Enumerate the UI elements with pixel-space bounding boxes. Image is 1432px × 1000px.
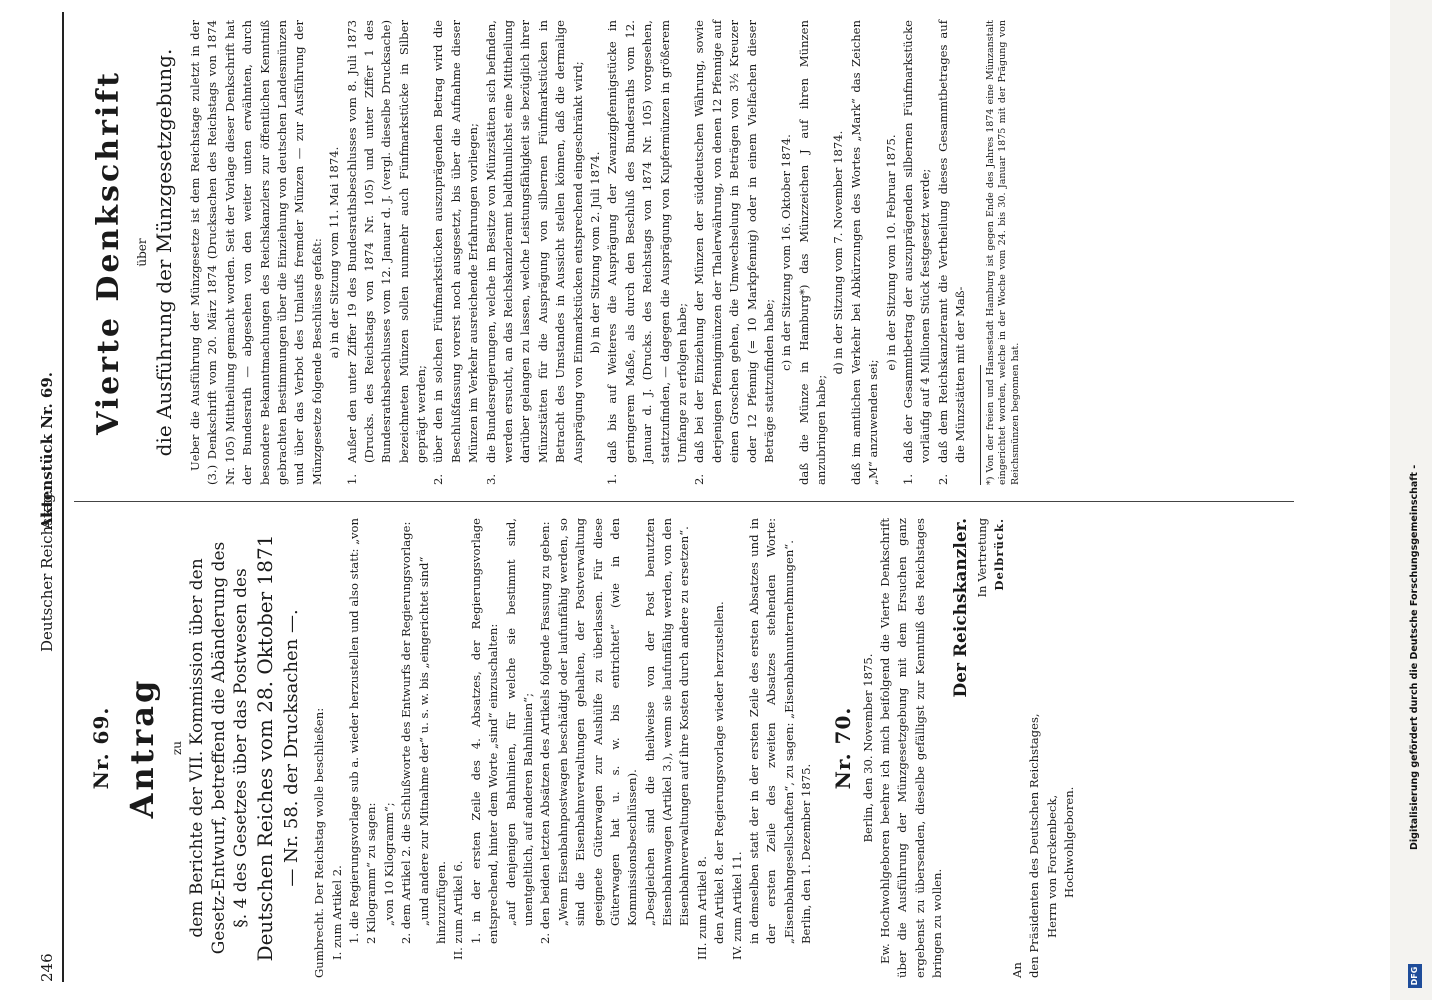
page-number: 246 <box>38 953 56 982</box>
dfg-logo: DFG <box>1408 964 1422 988</box>
letter-date: Berlin, den 30. November 1875. <box>860 653 875 843</box>
section-b-2: 2. daß bei der Einziehung der Münzen der süddeutschen Währung, sowie derjenigen Pfennigmünzen der Thalerwährung, von denen 12 Pfennige auf einen Groschen gehen, die Umwechselung in Beträgen von 3½ Kreuzer oder 12 Pfennig (= 10 Markpfennig) oder in einem Vielfachen dieser Beträge stattzufinden habe; <box>692 20 776 485</box>
signer-org: Der Reichskanzler. <box>950 518 971 698</box>
item-ii-2-quote-2: „Desgleichen sind die theilweise von der Post benutzten Eisenbahnwagen (Artikel 3.), wenn sie laufunfähig werden, von den Eisenbahnverwaltungen auf ihre Kosten durch andere zu ersetzen“. <box>642 518 692 926</box>
footnote-rule <box>980 365 981 485</box>
running-header <box>28 12 64 982</box>
denkschrift-subtitle: die Ausführung der Münzgesetzgebung. <box>152 48 176 457</box>
signer-name: Delbrück. <box>992 518 1007 591</box>
item-ii-2-quote-1: „Wenn Eisenbahnpostwagen beschädigt oder laufunfähig werden, so sind die Eisenbahnverwaltungen gehalten, der Postverwaltung geeignete Güterwagen zur Aushülfe zu überlassen. Für diese Güterwagen hat u. s. w. bis entrichtet“ (wie in den Kommissionsbeschlüssen). <box>555 518 640 926</box>
section-a-1: 1. Außer den unter Ziffer 19 des Bundesrathsbeschlusses vom 8. Juli 1873 (Drucks. des Reichstags von 1874 Nr. 105) und unter Ziffer 1 des Bundesrathsbeschlusses vom 12. Januar d. J. (vergl. dieselbe Drucksache) bezeichneten Münzen sollen nunmehr auch Fünfmarkstücke in Silber geprägt werden; <box>344 20 429 485</box>
right-column <box>84 20 1023 485</box>
denkschrift-ueber: über <box>135 238 149 267</box>
item-i-2: 2. dem Artikel 2. die Schlußworte des Entwurfs der Regierungsvorlage: <box>399 521 414 944</box>
item-i-2-quote: „und andere zur Mitnahme der“ u. s. w. bis „eingerichtet sind“ <box>416 556 431 926</box>
footnote: *) Von der freien und Hansestadt Hamburg ist gegen Ende des Jahres 1874 eine Münzanstalt eingerichtet worden, welche in der Woche vom 24. bis 30. Januar 1875 mit der Prägung von Reichsmünzen begonnen hat. <box>984 20 1022 485</box>
item-i: I. zum Artikel 2. <box>329 865 344 960</box>
item-ii-1-quote: „auf denjenigen Bahnlinien, für welche sie bestimmt sind, unentgeltlich, auf anderen Bahnlinien“; <box>503 518 535 926</box>
item-iii-text: den Artikel 8. der Regierungsvorlage wieder herzustellen. <box>712 601 727 944</box>
item-ii-1: 1. in der ersten Zeile des 4. Absatzes, der Regierungsvorlage entsprechend, hinter dem Worte „sind“ einzuschalten: <box>468 518 501 944</box>
antrag-subtitle-1: dem Berichte der VII. Kommission über den <box>187 558 207 938</box>
antrag-subtitle-5: — Nr. 58. der Drucksachen —. <box>281 609 303 887</box>
antrag-date: Berlin, den 1. Dezember 1875. <box>799 763 814 944</box>
section-b: b) in der Sitzung vom 2. Juli 1874. <box>587 151 602 354</box>
left-column <box>84 518 1078 978</box>
address-line-2: Herrn von Forckenbeck, <box>1044 794 1059 938</box>
zu-label: zu <box>170 740 184 756</box>
section-c: c) in der Sitzung vom 16. Oktober 1874. <box>779 134 794 371</box>
item-i-1: 1. die Regierungsvorlage sub a. wieder herzustellen und also statt: „von 2 Kilogramm“ zu sagen: <box>347 518 379 944</box>
address-line-3: Hochwohlgeboren. <box>1062 786 1077 898</box>
section-a-3: 3. die Bundesregierungen, welche im Besitze von Münzstätten sich befinden, werden ersucht, an das Reichskanzleramt baldthunlichst eine Mittheilung darüber gelangen zu lassen, welche Leistungsfähigkeit sie bezüglich ihrer Münzstätten für die Ausprägung von silbernen Fünfmarkstücken in Betracht des Umstandes in Aussicht stellen können, daß die dermalige Ausprägung von Einmarkstücken entsprechend eingeschränkt wird; <box>483 20 585 485</box>
section-c-text: daß die Münze in Hamburg*) das Münzzeichen J auf ihren Münzen anzubringen habe; <box>796 20 829 485</box>
address-an: An <box>1009 962 1024 978</box>
header-right-title: Aktenstück Nr. 69. <box>38 372 56 530</box>
denkschrift-title: Vierte Denkschrift <box>91 69 126 436</box>
antrag-heading: Antrag <box>123 677 161 819</box>
nr69-heading: Nr. 69. <box>89 706 113 790</box>
header-left-title: Deutscher Reichstag. <box>38 488 56 652</box>
digitisation-note: Digitalisierung gefördert durch die Deutsche Forschungsgemeinschaft - <box>1409 464 1420 850</box>
letter-body: Ew. Hochwohlgeboren beehre ich mich beifolgend die Vierte Denkschrift über die Ausführung der Münzgesetzgebung mit dem Ersuchen ganz ergebenst zu übersenden, dieselbe gefälligst zur Kenntniß des Reichstages bringen zu wollen. <box>878 518 945 978</box>
item-i-2-end: hinzuzufügen. <box>434 861 449 944</box>
item-iv-text: in demselben statt der in der ersten Zeile des ersten Absatzes und in der ersten Zeile des zweiten Absatzes stehenden Worte: „Eisenbahngesellschaften“, zu sagen: „Eisenbahnunternehmungen“. <box>747 518 796 944</box>
section-b-1: 1. daß bis auf Weiteres die Ausprägung der Zwanzigpfennigstücke in geringerem Maße, als durch den Beschluß des Bundesraths vom 12. Januar d. J. (Drucks. des Reichstags von 1874 Nr. 105) vorgesehen, stattzufinden, — dagegen die Ausprägung von Kupfermünzen in größerem Umfange zu erfolgen habe; <box>605 20 689 485</box>
section-d: d) in der Sitzung vom 7. November 1874. <box>831 130 846 375</box>
column-divider <box>74 501 1294 502</box>
antrag-subtitle-4: Deutschen Reiches vom 28. Oktober 1871 <box>253 534 278 962</box>
antrag-subtitle-3: §. 4 des Gesetzes über das Postwesen des <box>231 568 252 928</box>
section-e-2: 2. daß dem Reichskanzleramt die Vertheilung dieses Gesammtbetrages auf die Münzstätten mit der Maß- <box>935 20 968 485</box>
item-ii: II. zum Artikel 6. <box>451 860 466 960</box>
section-e-1: 1. daß der Gesammtbetrag der auszuprägenden silbernen Fünfmarkstücke vorläufig auf 4 Millionen Stück festgesetzt werde; <box>901 20 933 485</box>
item-ii-2: 2. den beiden letzten Absätzen des Artikels folgende Fassung zu geben: <box>538 521 553 944</box>
section-a-2: 2. über den in solchen Fünfmarkstücken auszuprägenden Betrag wird die Beschlußfassung vorerst noch ausgesetzt, bis über die Aufnahme dieser Münzen im Verkehr ausreichende Erfahrungen vorliegen; <box>431 20 481 485</box>
section-e: e) in der Sitzung vom 10. Februar 1875. <box>883 134 898 371</box>
denkschrift-intro: Ueber die Ausführung der Münzgesetze ist dem Reichstage zuletzt in der (3.) Denkschrift vom 20. März 1874 (Drucksachen des Reichstags von 1874 Nr. 105) Mittheilung gemacht worden. Seit der Vorlage dieser Denkschrift hat der Bundesrath — abgesehen von den weiter unten erwähnten, durch besondere Bekanntmachungen des Reichskanzlers zur öffentlichen Kenntniß gebrachten Bestimmungen über die Einziehung von deutschen Landesmünzen und über das Verbot des Umlaufs fremder Münzen — zur Ausführung der Münzgesetze folgende Beschlüsse gefaßt: <box>188 20 324 485</box>
section-d-text: daß im amtlichen Verkehr bei Abkürzungen des Wortes „Mark“ das Zeichen „M“ anzuwenden sei; <box>848 20 881 485</box>
item-iv: IV. zum Artikel 11. <box>729 851 744 960</box>
nr70-heading: Nr. 70. <box>830 706 855 790</box>
section-a: a) in der Sitzung vom 11. Mai 1874. <box>327 146 342 359</box>
antrag-intro: Gumbrecht. Der Reichstag wolle beschließen: <box>312 707 327 978</box>
item-i-1-quote: „von 10 Kilogramm“; <box>381 802 396 926</box>
signer-vertretung: In Vertretung <box>975 518 990 598</box>
address-line-1: den Präsidenten des Deutschen Reichstages, <box>1027 713 1042 978</box>
antrag-subtitle-2: Gesetz-Entwurf, betreffend die Abänderung des <box>209 541 230 955</box>
item-iii: III. zum Artikel 8. <box>694 856 709 960</box>
